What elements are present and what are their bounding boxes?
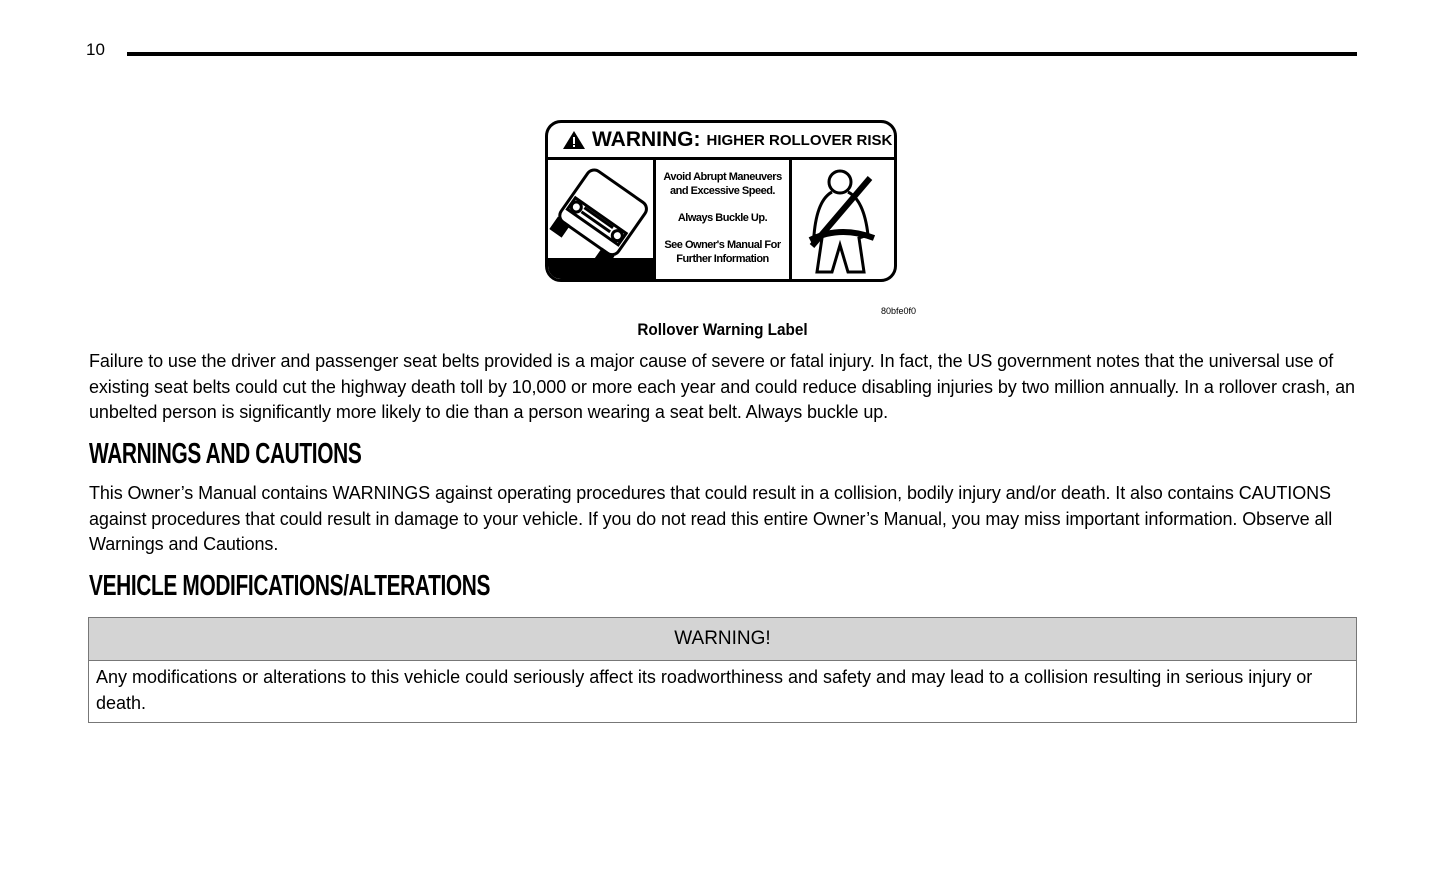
warning-box: [88, 617, 1357, 723]
header-rule: [127, 52, 1357, 56]
heading-warnings-cautions: WARNINGS AND CAUTIONS: [89, 438, 362, 470]
seat-belt-paragraph: Failure to use the driver and passenger seat belts provided is a major cause of severe or fatal injury. In fact, the US government notes that the universal use of existing seat belts could cut the highway death toll by 10,000 or more each year and could reduce disabling injuries by two million annually. In a rollover crash, an unbelted person is significantly more likely to die than a person wearing a seat belt. Always buckle up.: [89, 351, 1355, 422]
page-number: 10: [86, 40, 105, 59]
seatbelt-person-icon: [792, 160, 894, 282]
rollover-vehicle-icon: [548, 160, 656, 282]
rollover-warning-label: [545, 120, 897, 282]
figure-caption: Rollover Warning Label: [637, 320, 808, 339]
label-code: 80bfe0f0: [881, 306, 917, 316]
warning-triangle-icon: [562, 130, 586, 150]
heading-vehicle-modifications: VEHICLE MODIFICATIONS/ALTERATIONS: [89, 570, 491, 602]
label-title: WARNING: HIGHER ROLLOVER RISK: [548, 123, 894, 160]
label-instructions: Avoid Abrupt Maneuvers and Excessive Speed. Always Buckle Up. See Owner's Manual For Further Information: [656, 160, 792, 282]
warning-box-header: WARNING!: [89, 618, 1356, 661]
warning-box-body: Any modifications or alterations to this vehicle could seriously affect its roadworthiness and safety and may lead to a collision resulting in serious injury or death.: [96, 667, 1313, 713]
warnings-paragraph: This Owner’s Manual contains WARNINGS against operating procedures that could result in a collision, bodily injury and/or death. It also contains CAUTIONS against procedures that could result in damage to your vehicle. If you do not read this entire Owner’s Manual, you may miss important information. Observe all Warnings and Cautions.: [89, 483, 1333, 554]
